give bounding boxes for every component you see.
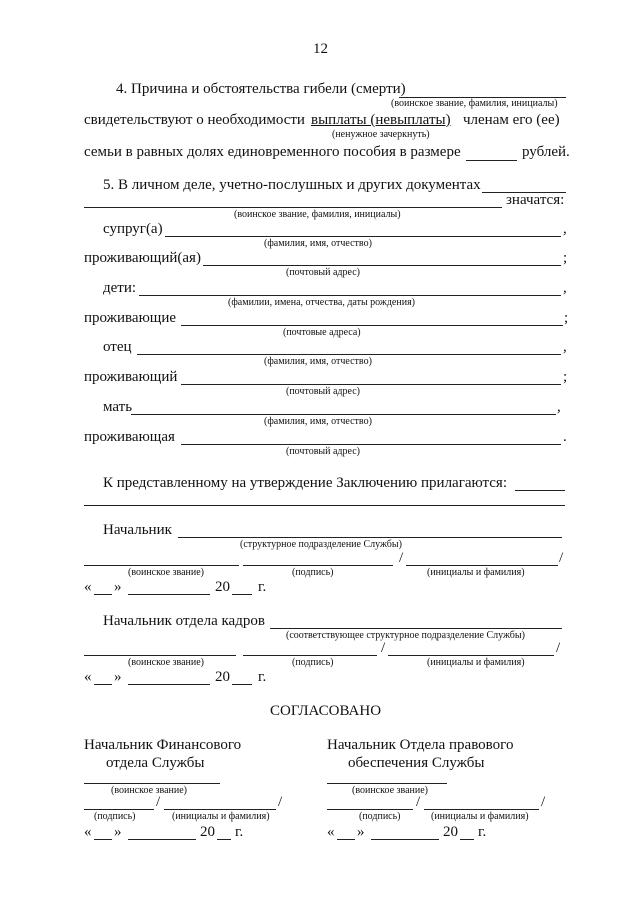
spouse-address-hint: (почтовый адрес) [286, 267, 360, 278]
s4-line2-start: свидетельствуют о необходимости [84, 112, 305, 128]
hr-chief-name-blank [388, 655, 554, 656]
children-blank [139, 295, 561, 296]
finance-slash-2: / [278, 794, 283, 810]
legal-date-month-blank [371, 839, 439, 840]
chief-name-blank [406, 565, 558, 566]
legal-rank-blank [327, 783, 447, 784]
chief-date-day-blank [94, 594, 112, 595]
finance-date-year: 20 [200, 824, 215, 840]
hr-chief-rank-hint: (воинское звание) [128, 657, 204, 668]
hr-chief-unit-hint: (соответствующее структурное подразделение Службы) [286, 630, 525, 641]
finance-name-blank [164, 809, 276, 810]
spouse-living-end: ; [563, 250, 568, 266]
finance-date-close: » [114, 824, 122, 840]
chief-sign-hint: (подпись) [292, 567, 334, 578]
finance-title-1: Начальник Финансового [84, 737, 242, 753]
mother-living-end: . [563, 429, 567, 445]
legal-rank-hint: (воинское звание) [352, 785, 428, 796]
page-number: 12 [313, 41, 328, 57]
hr-date-day-blank [94, 684, 112, 685]
mother-address-blank [181, 444, 561, 445]
chief-date-g: г. [258, 579, 267, 595]
legal-date-year-blank [460, 839, 474, 840]
father-address-blank [181, 384, 561, 385]
spouse-address-blank [203, 265, 561, 266]
chief-name-hint: (инициалы и фамилия) [427, 567, 525, 578]
father-address-hint: (почтовый адрес) [286, 386, 360, 397]
chief-rank-hint: (воинское звание) [128, 567, 204, 578]
mother-label: мать [103, 399, 133, 415]
mother-living-label: проживающая [84, 429, 175, 445]
s4-line3-start: семьи в равных долях единовременного пособия в размере [84, 144, 461, 160]
chief-date-open: « [84, 579, 92, 595]
mother-address-hint: (почтовый адрес) [286, 446, 360, 457]
father-blank [137, 354, 561, 355]
finance-sign-hint: (подпись) [94, 811, 136, 822]
hr-chief-sign-hint: (подпись) [292, 657, 334, 668]
s5-line1: 5. В личном деле, учетно-послушных и других документах [103, 177, 481, 193]
chief-label: Начальник [103, 522, 172, 538]
finance-date-open: « [84, 824, 92, 840]
legal-title-1: Начальник Отдела правового [327, 737, 514, 753]
hr-chief-slash-1: / [381, 640, 386, 656]
chief-slash-2: / [559, 550, 564, 566]
children-living-end: ; [564, 310, 569, 326]
spouse-label: супруг(а) [103, 221, 163, 237]
mother-hint: (фамилия, имя, отчество) [264, 416, 372, 427]
children-hint: (фамилии, имена, отчества, даты рождения) [228, 297, 415, 308]
s4-line2-options: выплаты (невыплаты) [311, 112, 451, 128]
children-address-blank [181, 325, 563, 326]
agreed-heading: СОГЛАСОВАНО [270, 703, 382, 719]
mother-end: , [557, 399, 561, 415]
s5-blank-rank [84, 207, 502, 208]
legal-name-blank [424, 809, 539, 810]
s4-blank-amount [466, 160, 517, 161]
children-end: , [563, 280, 567, 296]
spouse-hint: (фамилия, имя, отчество) [264, 238, 372, 249]
legal-date-day-blank [337, 839, 355, 840]
hr-chief-label: Начальник отдела кадров [103, 613, 265, 629]
father-hint: (фамилия, имя, отчество) [264, 356, 372, 367]
finance-rank-blank [84, 783, 220, 784]
finance-sign-blank [84, 809, 154, 810]
legal-name-hint: (инициалы и фамилия) [431, 811, 529, 822]
chief-unit-blank [178, 537, 562, 538]
spouse-end: , [563, 221, 567, 237]
attachments-blank-2 [84, 505, 565, 506]
legal-slash-1: / [416, 794, 421, 810]
hr-chief-unit-blank [270, 628, 562, 629]
father-label: отец [103, 339, 132, 355]
s5-found: значатся: [506, 192, 565, 208]
spouse-blank [165, 236, 561, 237]
legal-slash-2: / [541, 794, 546, 810]
legal-title-2: обеспечения Службы [348, 755, 485, 771]
chief-unit-hint: (структурное подразделение Службы) [240, 539, 402, 550]
chief-date-close: » [114, 579, 122, 595]
father-living-end: ; [563, 369, 568, 385]
spouse-living-label: проживающий(ая) [84, 250, 201, 266]
attachments-label: К представленному на утверждение Заключению прилагаются: [103, 475, 507, 491]
s5-hint-rank: (воинское звание, фамилия, инициалы) [234, 209, 401, 220]
father-living-label: проживающий [84, 369, 178, 385]
legal-date-year: 20 [443, 824, 458, 840]
mother-blank [131, 414, 556, 415]
finance-slash-1: / [156, 794, 161, 810]
children-label: дети: [103, 280, 137, 296]
hr-chief-rank-blank [84, 655, 236, 656]
finance-title-2: отдела Службы [106, 755, 205, 771]
finance-date-month-blank [128, 839, 196, 840]
hr-date-g: г. [258, 669, 267, 685]
finance-name-hint: (инициалы и фамилия) [172, 811, 270, 822]
hr-date-year: 20 [215, 669, 230, 685]
chief-date-year-blank [232, 594, 252, 595]
legal-date-open: « [327, 824, 335, 840]
children-living-label: проживающие [84, 310, 177, 326]
finance-date-year-blank [217, 839, 231, 840]
chief-rank-blank [84, 565, 239, 566]
s4-hint-strike: (ненужное зачеркнуть) [332, 129, 430, 140]
hr-chief-name-hint: (инициалы и фамилия) [427, 657, 525, 668]
chief-slash-1: / [399, 550, 404, 566]
hr-chief-sign-blank [243, 655, 377, 656]
s4-line1: 4. Причина и обстоятельства гибели (смерти) [116, 81, 406, 97]
legal-date-g: г. [478, 824, 487, 840]
chief-date-month-blank [128, 594, 210, 595]
finance-date-g: г. [235, 824, 244, 840]
chief-date-year: 20 [215, 579, 230, 595]
children-address-hint: (почтовые адреса) [283, 327, 361, 338]
finance-rank-hint: (воинское звание) [111, 785, 187, 796]
s4-hint-rank: (воинское звание, фамилия, инициалы) [391, 98, 558, 109]
finance-date-day-blank [94, 839, 112, 840]
hr-date-month-blank [128, 684, 210, 685]
s4-line3-end: рублей. [522, 144, 570, 160]
s4-line2-end: членам его (ее) [463, 112, 560, 128]
hr-date-year-blank [232, 684, 252, 685]
legal-sign-blank [327, 809, 413, 810]
attachments-blank-1 [515, 490, 565, 491]
hr-chief-slash-2: / [556, 640, 561, 656]
hr-date-close: » [114, 669, 122, 685]
father-end: , [563, 339, 567, 355]
legal-date-close: » [357, 824, 365, 840]
legal-sign-hint: (подпись) [359, 811, 401, 822]
chief-sign-blank [243, 565, 393, 566]
hr-date-open: « [84, 669, 92, 685]
